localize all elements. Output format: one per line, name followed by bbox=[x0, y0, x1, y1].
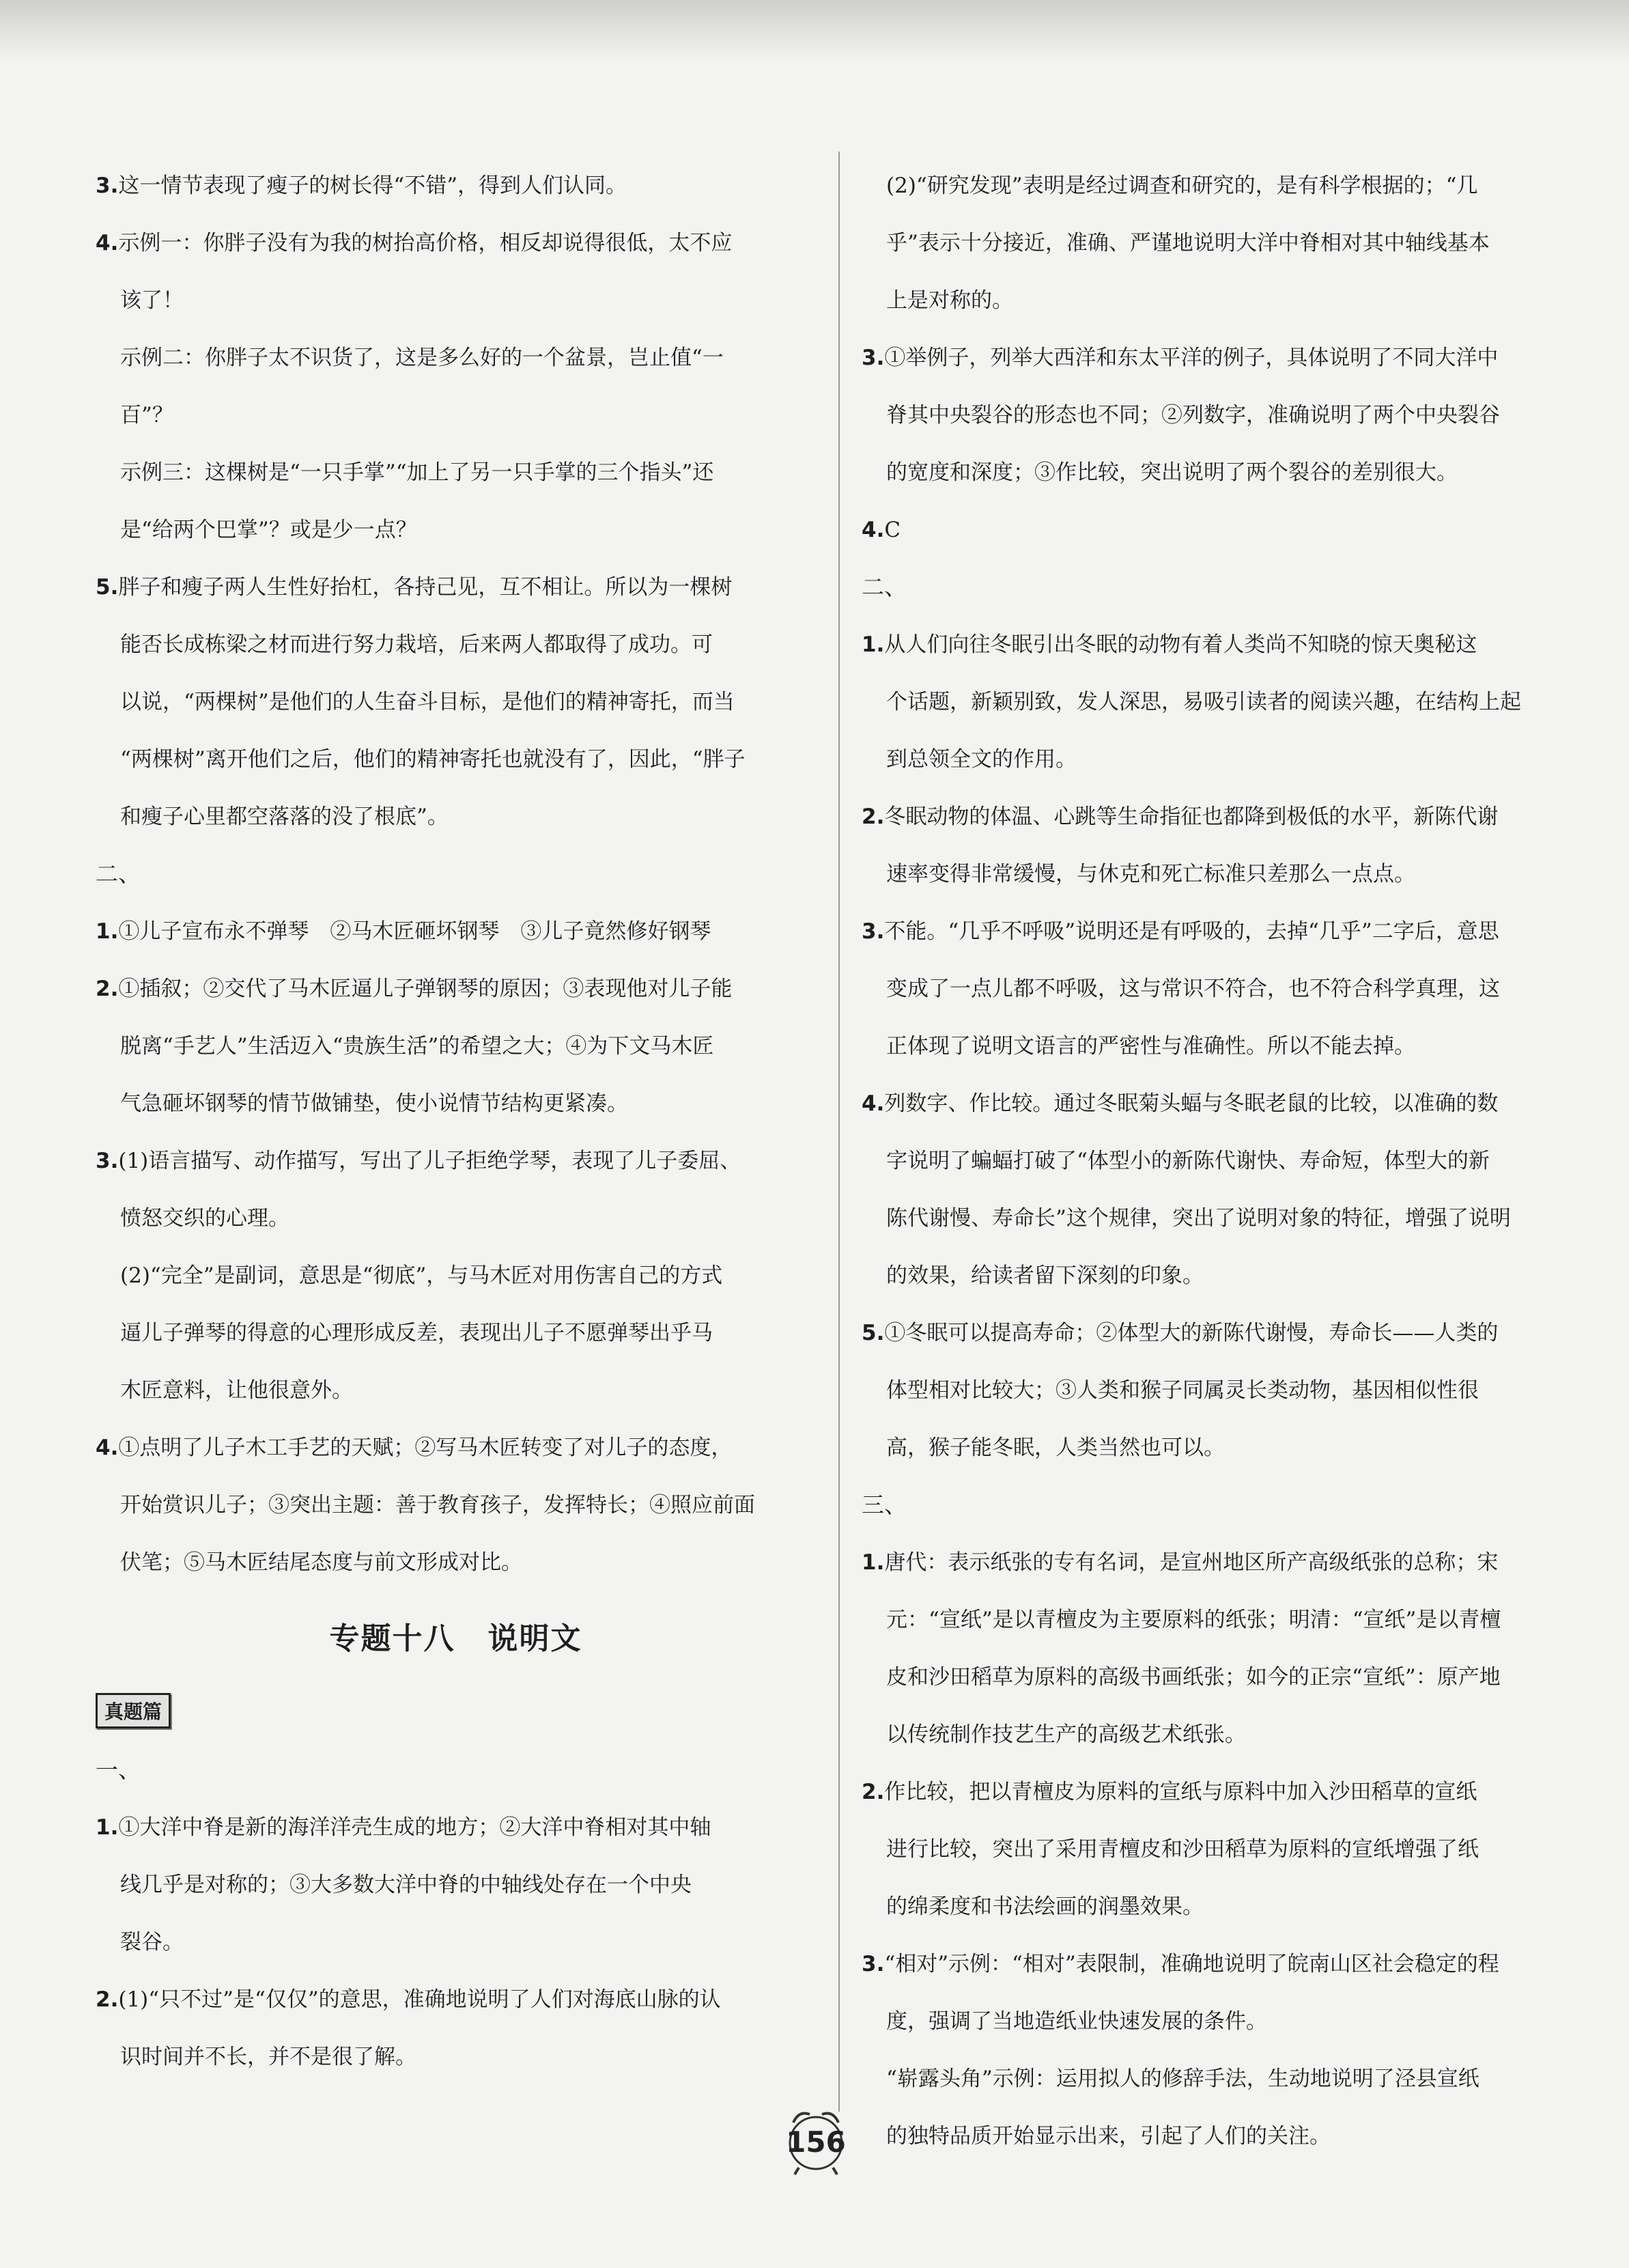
answer-text: 和瘦子心里都空落落的没了根底”。 bbox=[120, 804, 449, 829]
item-number: 2. bbox=[862, 804, 885, 829]
item-number: 4. bbox=[96, 1436, 119, 1460]
answer-text: 高，猴子能冬眠，人类当然也可以。 bbox=[886, 1436, 1225, 1460]
page-number-badge bbox=[778, 2102, 853, 2177]
answer-line bbox=[96, 1534, 816, 1591]
answer-line bbox=[862, 1706, 1572, 1763]
answer-text: 度，强调了当地造纸业快速发展的条件。 bbox=[886, 2009, 1267, 2034]
answer-item bbox=[96, 214, 816, 272]
answer-text: (1)语言描写、动作描写，写出了儿子拒绝学琴，表现了儿子委屈、 bbox=[118, 1149, 741, 1173]
answer-text: 脱离“手艺人”生活迈入“贵族生活”的希望之大；④为下文马木匠 bbox=[120, 1034, 714, 1059]
answer-text: 愤怒交织的心理。 bbox=[120, 1206, 289, 1231]
answer-text: “崭露头角”示例：运用拟人的修辞手法，生动地说明了泾县宣纸 bbox=[886, 2067, 1479, 2091]
answer-line bbox=[96, 444, 816, 501]
answer-item bbox=[96, 1132, 816, 1190]
answer-text: 陈代谢慢、寿命长”这个规律，突出了说明对象的特征，增强了说明 bbox=[886, 1206, 1511, 1231]
answer-line bbox=[862, 845, 1572, 903]
answer-line bbox=[96, 501, 816, 559]
section-title bbox=[96, 1591, 816, 1680]
answer-item bbox=[862, 1304, 1572, 1362]
item-number: 2. bbox=[96, 977, 119, 1001]
answer-item bbox=[96, 1419, 816, 1476]
answer-line bbox=[96, 731, 816, 788]
answer-item bbox=[862, 1763, 1572, 1821]
answer-text: 以说，“两棵树”是他们的人生奋斗目标，是他们的精神寄托，而当 bbox=[120, 690, 735, 714]
answer-text: 变成了一点儿都不呼吸，这与常识不符合，也不符合科学真理，这 bbox=[886, 977, 1500, 1001]
answer-line bbox=[862, 1190, 1572, 1247]
answer-text: ①儿子宣布永不弹琴 ②马木匠砸坏钢琴 ③儿子竟然修好钢琴 bbox=[118, 919, 711, 944]
scan-top-band bbox=[0, 0, 1629, 63]
item-number: 1. bbox=[862, 1550, 885, 1575]
answer-line bbox=[862, 2050, 1572, 2108]
answer-text: 作比较，把以青檀皮为原料的宣纸与原料中加入沙田稻草的宣纸 bbox=[884, 1780, 1477, 1804]
item-number: 3. bbox=[96, 1149, 119, 1173]
answer-text: 示例二：你胖子太不识货了，这是多么好的一个盆景，岂止值“一 bbox=[120, 346, 724, 370]
answer-text: 冬眠动物的体温、心跳等生命指征也都降到极低的水平，新陈代谢 bbox=[884, 804, 1499, 829]
section-title-part: 专题十八 bbox=[329, 1621, 455, 1656]
answer-line bbox=[862, 1419, 1572, 1476]
answer-line bbox=[862, 1247, 1572, 1304]
answer-item bbox=[862, 1534, 1572, 1591]
item-number: 3. bbox=[862, 919, 885, 944]
item-number: 4. bbox=[862, 518, 885, 542]
answer-text: 到总领全文的作用。 bbox=[886, 747, 1077, 772]
answer-item bbox=[96, 960, 816, 1018]
answer-line bbox=[96, 1362, 816, 1419]
answer-text: 脊其中央裂谷的形态也不同；②列数字，准确说明了两个中央裂谷 bbox=[886, 403, 1500, 428]
answer-line bbox=[96, 1476, 816, 1534]
answer-text: 的效果，给读者留下深刻的印象。 bbox=[886, 1263, 1204, 1288]
answer-text: 线几乎是对称的；③大多数大洋中脊的中轴线处存在一个中央 bbox=[120, 1873, 692, 1897]
answer-line bbox=[862, 272, 1572, 329]
answer-item bbox=[96, 903, 816, 960]
item-number: 4. bbox=[96, 231, 119, 255]
answer-text: (1)“只不过”是“仅仅”的意思，准确地说明了人们对海底山脉的认 bbox=[118, 1987, 721, 2012]
answer-line bbox=[862, 1362, 1572, 1419]
answer-text: 木匠意料，让他很意外。 bbox=[120, 1378, 353, 1403]
answer-text: (2)“研究发现”表明是经过调查和研究的，是有科学根据的；“几 bbox=[886, 173, 1478, 198]
part-heading: 二、 bbox=[862, 574, 907, 600]
answer-text: 乎”表示十分接近，准确、严谨地说明大洋中脊相对其中轴线基本 bbox=[886, 231, 1490, 255]
answer-text: 示例一：你胖子没有为我的树抬高价格，相反却说得很低，太不应 bbox=[118, 231, 733, 255]
answer-item bbox=[862, 903, 1572, 960]
answer-text: 开始赏识儿子；③突出主题：善于教育孩子，发挥特长；④照应前面 bbox=[120, 1493, 755, 1517]
part-heading: 一、 bbox=[96, 1756, 141, 1783]
answer-line bbox=[96, 2028, 816, 2086]
item-number: 3. bbox=[862, 1952, 885, 1976]
answer-text: 体型相对比较大；③人类和猴子同属灵长类动物，基因相似性很 bbox=[886, 1378, 1479, 1403]
section-badge: 真题篇 bbox=[96, 1693, 171, 1728]
answer-text: 裂谷。 bbox=[120, 1930, 184, 1955]
answer-line bbox=[96, 673, 816, 731]
part-heading: 三、 bbox=[862, 1492, 907, 1518]
answer-text: ①点明了儿子木工手艺的天赋；②写马木匠转变了对儿子的态度， bbox=[118, 1436, 733, 1460]
answer-text: 能否长成栋梁之材而进行努力栽培，后来两人都取得了成功。可 bbox=[120, 632, 713, 657]
answer-item bbox=[96, 157, 816, 214]
page-number: 156 bbox=[786, 2125, 846, 2159]
answer-line bbox=[96, 1914, 816, 1971]
answer-line bbox=[96, 329, 816, 387]
answer-line bbox=[96, 1304, 816, 1362]
answer-text: ①举例子，列举大西洋和东太平洋的例子，具体说明了不同大洋中 bbox=[884, 346, 1499, 370]
answer-text: C bbox=[884, 518, 901, 542]
column-divider bbox=[838, 152, 840, 2112]
item-number: 4. bbox=[862, 1091, 885, 1116]
answer-text: ①大洋中脊是新的海洋洋壳生成的地方；②大洋中脊相对其中轴 bbox=[118, 1815, 711, 1840]
answer-text: 的绵柔度和书法绘画的润墨效果。 bbox=[886, 1894, 1204, 1919]
item-number: 1. bbox=[862, 632, 885, 657]
right-column bbox=[862, 157, 1572, 2165]
answer-text: 从人们向往冬眠引出冬眠的动物有着人类尚不知晓的惊天奥秘这 bbox=[884, 632, 1477, 657]
answer-item bbox=[862, 616, 1572, 673]
answer-text: 是“给两个巴掌”？或是少一点？ bbox=[120, 518, 417, 542]
answer-item bbox=[862, 788, 1572, 845]
answer-text: 逼儿子弹琴的得意的心理形成反差，表现出儿子不愿弹琴出乎马 bbox=[120, 1321, 713, 1345]
answer-line bbox=[862, 1018, 1572, 1075]
answer-line bbox=[862, 214, 1572, 272]
answer-text: 识时间并不长，并不是很了解。 bbox=[120, 2045, 416, 2069]
answer-item bbox=[96, 1799, 816, 1856]
answer-line bbox=[862, 157, 1572, 214]
answer-line bbox=[862, 1132, 1572, 1190]
answer-line bbox=[862, 387, 1572, 444]
answer-text: 以传统制作技艺生产的高级艺术纸张。 bbox=[886, 1722, 1246, 1747]
answer-text: 上是对称的。 bbox=[886, 288, 1013, 313]
answer-text: 的独特品质开始显示出来，引起了人们的关注。 bbox=[886, 2124, 1331, 2148]
answer-text: 唐代：表示纸张的专有名词，是宣州地区所产高级纸张的总称；宋 bbox=[884, 1550, 1499, 1575]
answer-text: 伏笔；⑤马木匠结尾态度与前文形成对比。 bbox=[120, 1550, 522, 1575]
item-number: 2. bbox=[862, 1780, 885, 1804]
section-title-part: 说明文 bbox=[487, 1621, 582, 1656]
answer-text: 胖子和瘦子两人生性好抬杠，各持己见，互不相让。所以为一棵树 bbox=[118, 575, 733, 600]
answer-item bbox=[862, 1935, 1572, 1993]
answer-text: 进行比较，突出了采用青檀皮和沙田稻草为原料的宣纸增强了纸 bbox=[886, 1837, 1479, 1862]
answer-text: 示例三：这棵树是“一只手掌”“加上了另一只手掌的三个指头”还 bbox=[120, 460, 714, 485]
answer-line bbox=[862, 1878, 1572, 1935]
answer-text: 皮和沙田稻草为原料的高级书画纸张；如今的正宗“宣纸”：原产地 bbox=[886, 1665, 1501, 1690]
answer-line bbox=[862, 673, 1572, 731]
answer-text: ①冬眠可以提高寿命；②体型大的新陈代谢慢，寿命长——人类的 bbox=[884, 1321, 1499, 1345]
answer-text: “相对”示例：“相对”表限制，准确地说明了皖南山区社会稳定的程 bbox=[884, 1952, 1499, 1976]
answer-line bbox=[862, 1649, 1572, 1706]
part-heading: 二、 bbox=[96, 860, 141, 887]
answer-text: 的宽度和深度；③作比较，突出说明了两个裂谷的差别很大。 bbox=[886, 460, 1458, 485]
answer-text: 该了！ bbox=[120, 288, 184, 313]
badge-row bbox=[96, 1680, 816, 1741]
item-number: 5. bbox=[96, 575, 119, 600]
answer-line bbox=[96, 272, 816, 329]
answer-text: “两棵树”离开他们之后，他们的精神寄托也就没有了，因此，“胖子 bbox=[120, 747, 746, 772]
answer-text: 气急砸坏钢琴的情节做铺垫，使小说情节结构更紧凑。 bbox=[120, 1091, 628, 1116]
answer-text: 元：“宣纸”是以青檀皮为主要原料的纸张；明清：“宣纸”是以青檀 bbox=[886, 1608, 1501, 1632]
answer-line bbox=[96, 1018, 816, 1075]
answer-text: 字说明了蝙蝠打破了“体型小的新陈代谢快、寿命短，体型大的新 bbox=[886, 1149, 1490, 1173]
answer-line bbox=[862, 444, 1572, 501]
answer-line bbox=[96, 1247, 816, 1304]
answer-text: (2)“完全”是副词，意思是“彻底”，与马木匠对用伤害自己的方式 bbox=[120, 1263, 723, 1288]
item-number: 3. bbox=[862, 346, 885, 370]
item-number: 1. bbox=[96, 1815, 119, 1840]
answer-line bbox=[96, 1190, 816, 1247]
left-column bbox=[96, 157, 816, 2086]
answer-text: 速率变得非常缓慢，与休克和死亡标准只差那么一点点。 bbox=[886, 862, 1415, 886]
item-number: 5. bbox=[862, 1321, 885, 1345]
answer-line bbox=[862, 1821, 1572, 1878]
item-number: 2. bbox=[96, 1987, 119, 2012]
answer-item bbox=[96, 559, 816, 616]
answer-item bbox=[862, 1075, 1572, 1132]
answer-item bbox=[862, 501, 1572, 559]
answer-item bbox=[96, 1971, 816, 2028]
answer-line bbox=[862, 1993, 1572, 2050]
answer-line bbox=[862, 960, 1572, 1018]
answer-line bbox=[96, 788, 816, 845]
item-number: 3. bbox=[96, 173, 119, 198]
answer-text: 个话题，新颖别致，发人深思，易吸引读者的阅读兴趣，在结构上起 bbox=[886, 690, 1521, 714]
answer-line bbox=[862, 2108, 1572, 2165]
item-number: 1. bbox=[96, 919, 119, 944]
answer-line bbox=[96, 616, 816, 673]
answer-text: 列数字、作比较。通过冬眠菊头蝠与冬眠老鼠的比较，以准确的数 bbox=[884, 1091, 1499, 1116]
answer-line bbox=[96, 1075, 816, 1132]
answer-text: 不能。“几乎不呼吸”说明还是有呼吸的，去掉“几乎”二字后，意思 bbox=[884, 919, 1499, 944]
answer-item bbox=[862, 329, 1572, 387]
answer-text: 这一情节表现了瘦子的树长得“不错”，得到人们认同。 bbox=[118, 173, 627, 198]
answer-line bbox=[96, 1856, 816, 1914]
answer-text: 正体现了说明文语言的严密性与准确性。所以不能去掉。 bbox=[886, 1034, 1415, 1059]
answer-line bbox=[862, 1591, 1572, 1649]
answer-text: 百”？ bbox=[120, 403, 173, 428]
answer-line bbox=[96, 387, 816, 444]
answer-text: ①插叙；②交代了马木匠逼儿子弹钢琴的原因；③表现他对儿子能 bbox=[118, 977, 733, 1001]
answer-line bbox=[862, 731, 1572, 788]
